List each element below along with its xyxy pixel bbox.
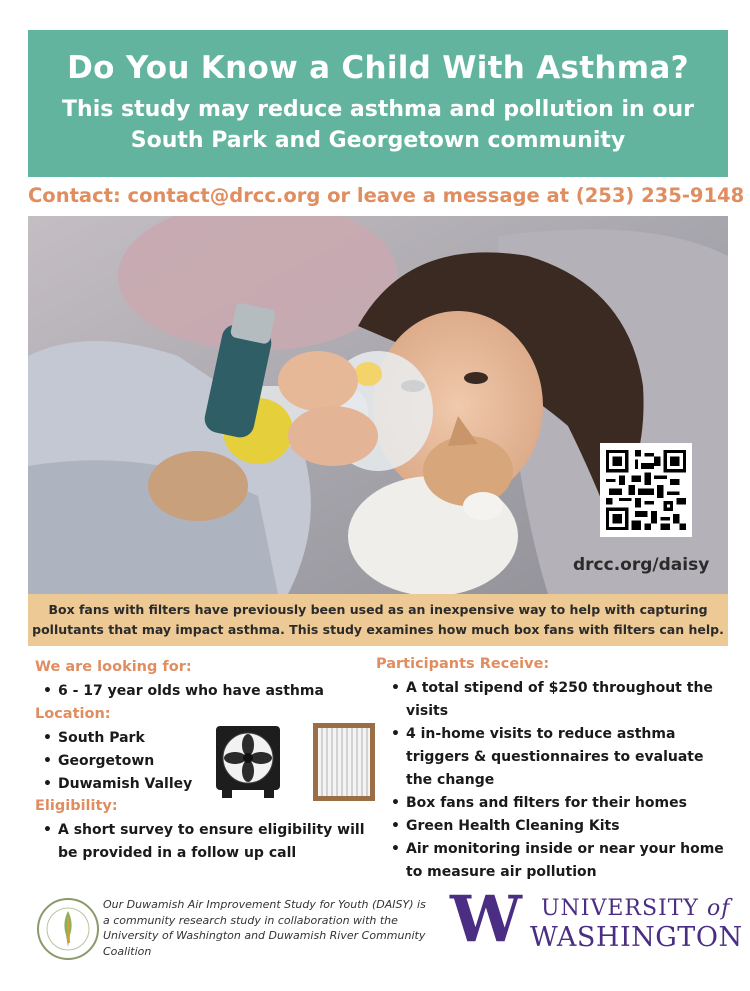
qr-url[interactable]: drcc.org/daisy	[573, 555, 710, 575]
info-banner	[28, 594, 728, 646]
child-inhaler-photo	[28, 216, 728, 594]
list-item: • South Park	[36, 727, 216, 750]
qr-code-icon	[606, 449, 686, 531]
list-item: • 4 in-home visits to reduce asthma triggers & questionnaires to evaluate the change	[384, 723, 729, 792]
list-item: • Georgetown	[36, 750, 216, 773]
uw-university: UNIVERSITY	[541, 896, 699, 921]
page-title: Do You Know a Child With Asthma?	[67, 50, 689, 86]
looking-for-list	[36, 680, 356, 703]
list-item: • Green Health Cleaning Kits	[384, 815, 729, 838]
eligibility-title: Eligibility:	[35, 798, 118, 814]
uw-logo-line-2: WASHINGTON	[530, 922, 743, 953]
air-filter-image	[312, 722, 376, 802]
drcc-seal-logo	[36, 897, 100, 961]
uw-of: of	[706, 896, 731, 921]
drcc-seal-icon	[36, 897, 100, 961]
looking-for-title: We are looking for:	[35, 659, 192, 675]
photo-illustration	[28, 216, 728, 594]
location-list	[36, 727, 216, 796]
list-item: • A total stipend of $250 throughout the visits	[384, 677, 729, 723]
banner-line-1: Box fans with filters have previously been used as an inexpensive way to help with capturing	[48, 602, 708, 617]
uw-w-mark: W	[450, 882, 522, 957]
list-item: • 6 - 17 year olds who have asthma	[36, 680, 356, 703]
subtitle-line-2: South Park and Georgetown community	[130, 128, 626, 153]
participants-title: Participants Receive:	[376, 656, 550, 672]
list-item: • A short survey to ensure eligibility will be provided in a follow up call	[36, 819, 376, 865]
study-description: Our Duwamish Air Improvement Study for Youth (DAISY) is a community research study in collaboration with the University of Washington and Duwamish River Community Coalition	[103, 898, 426, 958]
uw-logo-line-1	[541, 896, 730, 921]
page-subtitle	[28, 94, 728, 156]
qr-code[interactable]	[600, 443, 692, 537]
participants-list	[384, 677, 729, 884]
banner-line-2: pollutants that may impact asthma. This study examines how much box fans with filters can help.	[32, 622, 724, 637]
contact-info: Contact: contact@drcc.org or leave a message at (253) 235-9148	[28, 184, 745, 207]
box-fan-icon	[214, 724, 282, 800]
eligibility-list	[36, 819, 376, 865]
header-banner	[28, 30, 728, 177]
location-title: Location:	[35, 706, 111, 722]
list-item: • Air monitoring inside or near your home to measure air pollution	[384, 838, 729, 884]
subtitle-line-1: This study may reduce asthma and pollution in our	[62, 97, 694, 122]
list-item: • Box fans and filters for their homes	[384, 792, 729, 815]
list-item: • Duwamish Valley	[36, 773, 216, 796]
box-fan-image	[214, 724, 282, 800]
air-filter-icon	[312, 722, 376, 802]
